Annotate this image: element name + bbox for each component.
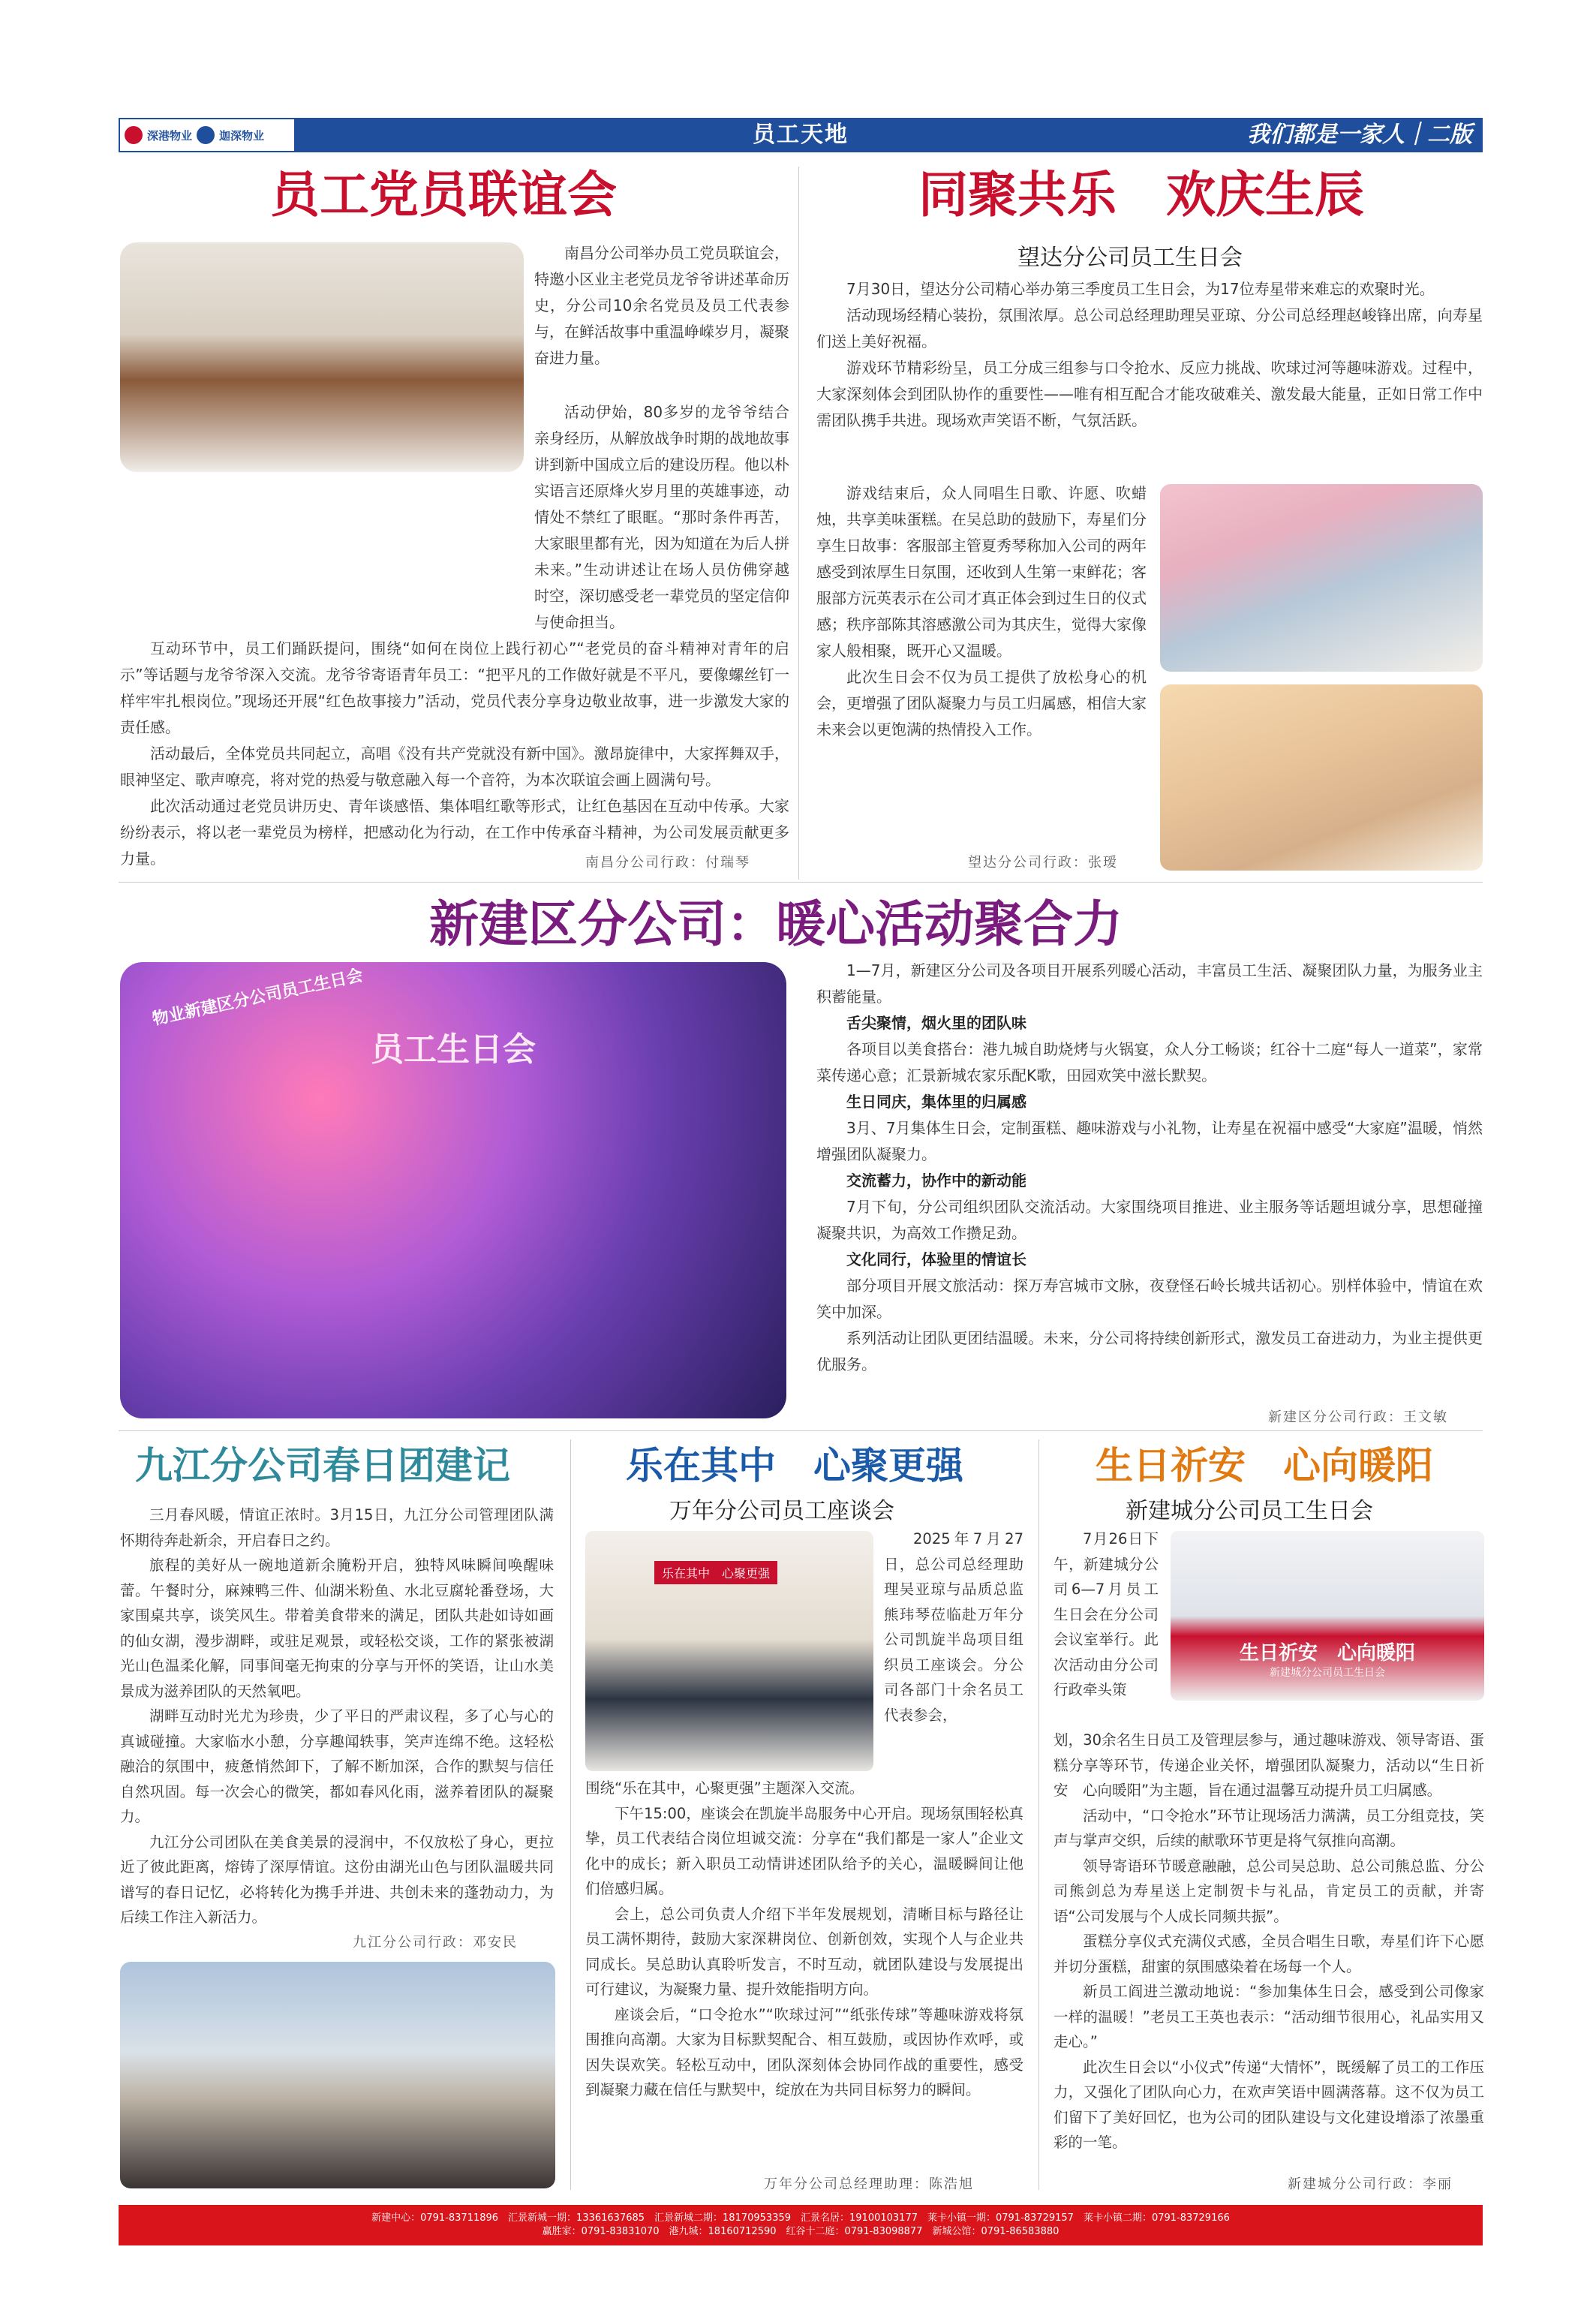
article2-signature: 望达分公司行政：张瑷 xyxy=(968,855,1118,871)
article3-paragraph: 7月下旬，分公司组织团队交流活动。大家围绕项目推进、业主服务等话题坦诚分享，思想碰撞凝聚共识，为高效工作攒足劲。 xyxy=(816,1198,1483,1242)
company-logo xyxy=(119,118,296,152)
article5-paragraph: 围绕“乐在其中，心聚更强”主题深入交流。 xyxy=(585,1779,864,1797)
article2-paragraph: 7月30日，望达分公司精心举办第三季度员工生日会，为17位寿星带来难忘的欢聚时光。 xyxy=(846,280,1435,298)
article4-paragraph: 旅程的美好从一碗地道新余腌粉开启，独特风味瞬间唤醒味蕾。午餐时分，麻辣鸭三件、仙湖米粉鱼、水北豆腐轮番登场，大家围桌共享，谈笑风生。带着美食带来的满足，团队共赴如诗如画的仙女湖，漫步湖畔，或驻足观景，或轻松交谈，工作的紧张被湖光山色温柔化解，同事间毫无拘束的分享与开怀的笑语，让山水美景成为滋养团队的天然氧吧。 xyxy=(120,1557,554,1700)
article5-text xyxy=(585,1776,1023,2103)
article4-paragraph: 九江分公司团队在美食美景的浸润中，不仅放松了身心，更拉近了彼此距离，熔铸了深厚情谊。这份由湖光山色与团队温暖共同谱写的春日记忆，必将转化为携手并进、共创未来的蓬勃动力，为后续工作注入新活力。 xyxy=(120,1833,554,1926)
forum-banner-text: 乐在其中 心聚更强 xyxy=(654,1561,777,1584)
forum-photo xyxy=(585,1531,873,1771)
party-photo xyxy=(120,962,786,1418)
footer-contacts-line2: 赢胜家：0791-83831070 港九城：18160712590 红谷十二庭：0791-83098877 新城公馆：0791-86583880 xyxy=(542,2226,1059,2237)
article3-paragraph: 3月、7月集体生日会，定制蛋糕、趣味游戏与小礼物，让寿星在祝福中感受“大家庭”温暖，悄然增强团队凝聚力。 xyxy=(816,1119,1483,1163)
article5-paragraph: 会上，总公司负责人介绍下半年发展规划，清晰目标与路径让员工满怀期待，鼓励大家深耕岗位、创新创效，实现个人与企业共同成长。吴总助认真聆听发言，不时互动，就团队建设与发展提出可行建议，为凝聚力量、提升效能指明方向。 xyxy=(585,1905,1023,1998)
photo-banner-text: 员工生日会 xyxy=(371,1030,536,1069)
birthday-photo-2 xyxy=(1160,684,1483,871)
article2-title: 同聚共乐 欢庆生辰 xyxy=(918,165,1364,224)
article3-paragraph: 1—7月，新建区分公司及各项目开展系列暖心活动，丰富员工生活、凝聚团队力量，为服务业主积蓄能量。 xyxy=(816,961,1483,1006)
article6-text xyxy=(1053,1728,1484,2155)
article3-paragraph: 部分项目开展文旅活动：探万寿宫城市文脉，夜登怪石岭长城共话初心。别样体验中，情谊在欢笑中加深。 xyxy=(816,1277,1483,1321)
article5-subtitle: 万年分公司员工座谈会 xyxy=(669,1498,894,1524)
article2-paragraph: 游戏环节精彩纷呈，员工分成三组参与口令抢水、反应力挑战、吹球过河等趣味游戏。过程中，大家深刻体会到团队协作的重要性——唯有相互配合才能攻破难关、激发最大能量，正如日常工作中需团队携手共进。现场欢声笑语不断，气氛活跃。 xyxy=(816,359,1483,429)
article6-paragraph: 7月26日下午，新建城分公司6—7月员工生日会在分公司会议室举行。此次活动由分公司行政牵头策 xyxy=(1053,1530,1159,1698)
header-slogan: 我们都是一家人｜二版 xyxy=(1247,122,1472,148)
article6-paragraph: 此次生日会以“小仪式”传递“大情怀”，既缓解了员工的工作压力，又强化了团队向心力，在欢声笑语中圆满落幕。这不仅为员工们留下了美好回忆，也为公司的团队建设与文化建设增添了浓墨重彩的一笔。 xyxy=(1053,2058,1484,2151)
logo-text-1: 深港物业 xyxy=(147,128,193,143)
article4-title: 九江分公司春日团建记 xyxy=(135,1443,510,1487)
article3-text xyxy=(816,958,1483,1378)
article1-paragraph: 活动伊始，80多岁的龙爷爷结合亲身经历，从解放战争时期的战地故事讲到新中国成立后的建设历程。他以朴实语言还原烽火岁月里的英雄事迹，动情处不禁红了眼眶。“那时条件再苦，大家眼里都有光，因为知道在为后人拼未来。”生动讲述让在场人员仿佛穿越时空，深切感受老一辈党员的坚定信仰与使命担当。 xyxy=(534,403,789,631)
article2-text-wrap xyxy=(816,480,1147,743)
footer-contacts-line1: 新建中心：0791-83711896 汇景新城一期：13361637685 汇景新城二期：18170953359 汇景名居：19100103177 莱卡小镇一期：0791-83729157 莱卡小镇二期：0791-83729166 xyxy=(371,2212,1230,2224)
article6-paragraph: 新员工阎进兰激动地说：“参加集体生日会，感受到公司像家一样的温暖！”老员工王英也表示：“活动细节很用心，礼品实用又走心。” xyxy=(1053,1983,1484,2050)
page-header xyxy=(119,118,1483,152)
article1-text-wrap xyxy=(534,240,789,371)
article2-subtitle: 望达分公司员工生日会 xyxy=(1017,245,1243,271)
article5-paragraph: 下午15:00，座谈会在凯旋半岛服务中心开启。现场氛围轻松真挚，员工代表结合岗位坦诚交流：分享在“我们都是一家人”企业文化中的成长；新入职员工动情讲述团队给予的关心，温暖瞬间让他们倍感归属。 xyxy=(585,1804,1023,1897)
article4-paragraph: 湖畔互动时光尤为珍贵，少了平日的严肃议程，多了心与心的真诚碰撞。大家临水小憩，分享趣闻轶事，笑声连绵不绝。这轻松融洽的氛围中，疲惫悄然卸下，了解不断加深，合作的默契与信任自然巩固。每一次会心的微笑，都如春风化雨，滋养着团队的凝聚力。 xyxy=(120,1707,554,1825)
article5-text-wrap xyxy=(884,1526,1023,1728)
article6-paragraph: 活动中，“口令抢水”环节让现场活力满满，员工分组竞技，笑声与掌声交织，后续的献歌环节更是将气氛推向高潮。 xyxy=(1053,1806,1484,1849)
column-divider xyxy=(570,1439,571,2190)
article6-title: 生日祈安 心向暖阳 xyxy=(1096,1443,1433,1487)
article3-heading: 舌尖聚情，烟火里的团队味 xyxy=(846,1014,1026,1032)
article2-paragraph: 活动现场经精心装扮，氛围浓厚。总公司总经理助理吴亚琼、分公司总经理赵峻锋出席，向寿星们送上美好祝福。 xyxy=(816,306,1483,350)
article1-title: 员工党员联谊会 xyxy=(270,165,617,224)
team-outdoor-photo xyxy=(120,1962,555,2188)
logo-icon xyxy=(125,126,143,144)
article5-title: 乐在其中 心聚更强 xyxy=(626,1443,963,1487)
article6-paragraph: 划，30余名生日员工及管理层参与，通过趣味游戏、领导寄语、蛋糕分享等环节，传递企业关怀，增强团队凝聚力，活动以“生日祈安 心向暖阳”为主题，旨在通过温馨互动提升员工归属感。 xyxy=(1053,1731,1484,1799)
section-divider xyxy=(119,1430,1483,1431)
article1-text xyxy=(120,399,789,872)
article2-paragraph: 游戏结束后，众人同唱生日歌、许愿、吹蜡烛，共享美味蛋糕。在吴总助的鼓励下，寿星们分享生日故事：客服部主管夏秀琴称加入公司的两年感受到浓厚生日氛围，还收到人生第一束鲜花；客服部方沅英表示在公司才真正体会到过生日的仪式感；秩序部陈其溶感激公司为其庆生，觉得大家像家人般相聚，既开心又温暖。 xyxy=(816,484,1147,660)
article4-signature: 九江分公司行政：邓安民 xyxy=(353,1935,518,1951)
article4-paragraph: 三月春风暖，情谊正浓时。3月15日，九江分公司管理团队满怀期待奔赴新余，开启春日之约。 xyxy=(120,1506,554,1549)
article3-heading: 生日同庆，集体里的归属感 xyxy=(846,1093,1026,1111)
birthday-photo-1 xyxy=(1160,484,1483,672)
section-title: 员工天地 xyxy=(753,122,849,148)
article1-paragraph: 活动最后，全体党员共同起立，高唱《没有共产党就没有新中国》。激昂旋律中，大家挥舞双手，眼神坚定、歌声嘹亮，将对党的热爱与敬意融入每一个音符，为本次联谊会画上圆满句号。 xyxy=(120,744,789,789)
article3-signature: 新建区分公司行政：王文敏 xyxy=(1268,1409,1448,1425)
section-divider xyxy=(119,882,1483,883)
article1-paragraph: 此次活动通过老党员讲历史、青年谈感悟、集体唱红歌等形式，让红色基因在互动中传承。大家纷纷表示，将以老一辈党员为榜样，把感动化为行动，在工作中传承奋斗精神，为公司发展贡献更多力量。 xyxy=(120,797,789,868)
article1-signature: 南昌分公司行政：付瑞琴 xyxy=(585,855,750,871)
article5-paragraph: 座谈会后，“口令抢水”“吹球过河”“纸张传球”等趣味游戏将氛围推向高潮。大家为目标默契配合、相互鼓励，或因协作欢呼，或因失误欢笑。轻松互动中，团队深刻体会协同作战的重要性，感受到凝聚力藏在信任与默契中，绽放在为共同目标努力的瞬间。 xyxy=(585,2005,1023,2098)
article3-heading: 文化同行，体验里的情谊长 xyxy=(846,1250,1026,1268)
article6-paragraph: 蛋糕分享仪式充满仪式感，全员合唱生日歌，寿星们许下心愿并切分蛋糕，甜蜜的氛围感染着在场每一个人。 xyxy=(1053,1933,1484,1975)
column-divider xyxy=(798,167,799,880)
article2-paragraph: 此次生日会不仅为员工提供了放松身心的机会，更增强了团队凝聚力与员工归属感，相信大家未来会以更饱满的热情投入工作。 xyxy=(816,668,1147,738)
article1-paragraph: 南昌分公司举办员工党员联谊会，特邀小区业主老党员龙爷爷讲述革命历史，分公司10余名党员及员工代表参与，在鲜活故事中重温峥嵘岁月，凝聚奋进力量。 xyxy=(534,244,789,367)
article6-subtitle: 新建城分公司员工生日会 xyxy=(1126,1498,1373,1524)
article6-signature: 新建城分公司行政：李丽 xyxy=(1288,2176,1453,2192)
article3-heading: 交流蓄力，协作中的新动能 xyxy=(846,1172,1026,1190)
article3-title: 新建区分公司：暖心活动聚合力 xyxy=(429,895,1123,953)
article3-paragraph: 各项目以美食搭台：港九城自助烧烤与火锅宴，众人分工畅谈；红谷十二庭“每人一道菜”，家常菜传递心意；汇景新城农家乐配K歌，田园欢笑中滋长默契。 xyxy=(816,1040,1483,1084)
article4-text xyxy=(120,1502,554,1930)
photo-sign-text: 物业新建区分公司员工生日会 xyxy=(150,966,365,1030)
column-divider xyxy=(1038,1439,1039,2190)
group-banner-sub: 新建城分公司员工生日会 xyxy=(1270,1667,1385,1679)
article6-paragraph: 领导寄语环节暖意融融，总公司吴总助、总公司熊总监、分公司熊剑总为寿星送上定制贺卡与礼品，肯定员工的贡献，并寄语“公司发展与个人成长同频共振”。 xyxy=(1053,1857,1484,1925)
birthday-group-photo xyxy=(1171,1531,1484,1701)
article3-paragraph: 系列活动让团队更团结温暖。未来，分公司将持续创新形式，激发员工奋进动力，为业主提供更优服务。 xyxy=(816,1329,1483,1373)
article1-paragraph: 互动环节中，员工们踊跃提问，围绕“如何在岗位上践行初心”“老党员的奋斗精神对青年的启示”等话题与龙爷爷深入交流。龙爷爷寄语青年员工：“把平凡的工作做好就是不平凡，要像螺丝钉一样牢牢扎根岗位。”现场还开展“红色故事接力”活动，党员代表分享身边敬业故事，进一步激发大家的责任感。 xyxy=(120,639,789,736)
logo-text-2: 迦深物业 xyxy=(219,128,265,143)
article6-text-wrap xyxy=(1053,1526,1159,1703)
logo-icon-2 xyxy=(197,126,215,144)
group-banner-text: 生日祈安 心向暖阳 xyxy=(1239,1642,1415,1665)
article5-signature: 万年分公司总经理助理：陈浩旭 xyxy=(764,2176,974,2192)
contact-footer xyxy=(119,2205,1483,2245)
article5-paragraph: 2025年7月27日，总公司总经理助理吴亚琼与品质总监熊玮琴莅临赴万年分公司凯旋半岛项目组织员工座谈会。分公司各部门十余名员工代表参会， xyxy=(884,1530,1023,1724)
article2-text-top xyxy=(816,276,1483,434)
